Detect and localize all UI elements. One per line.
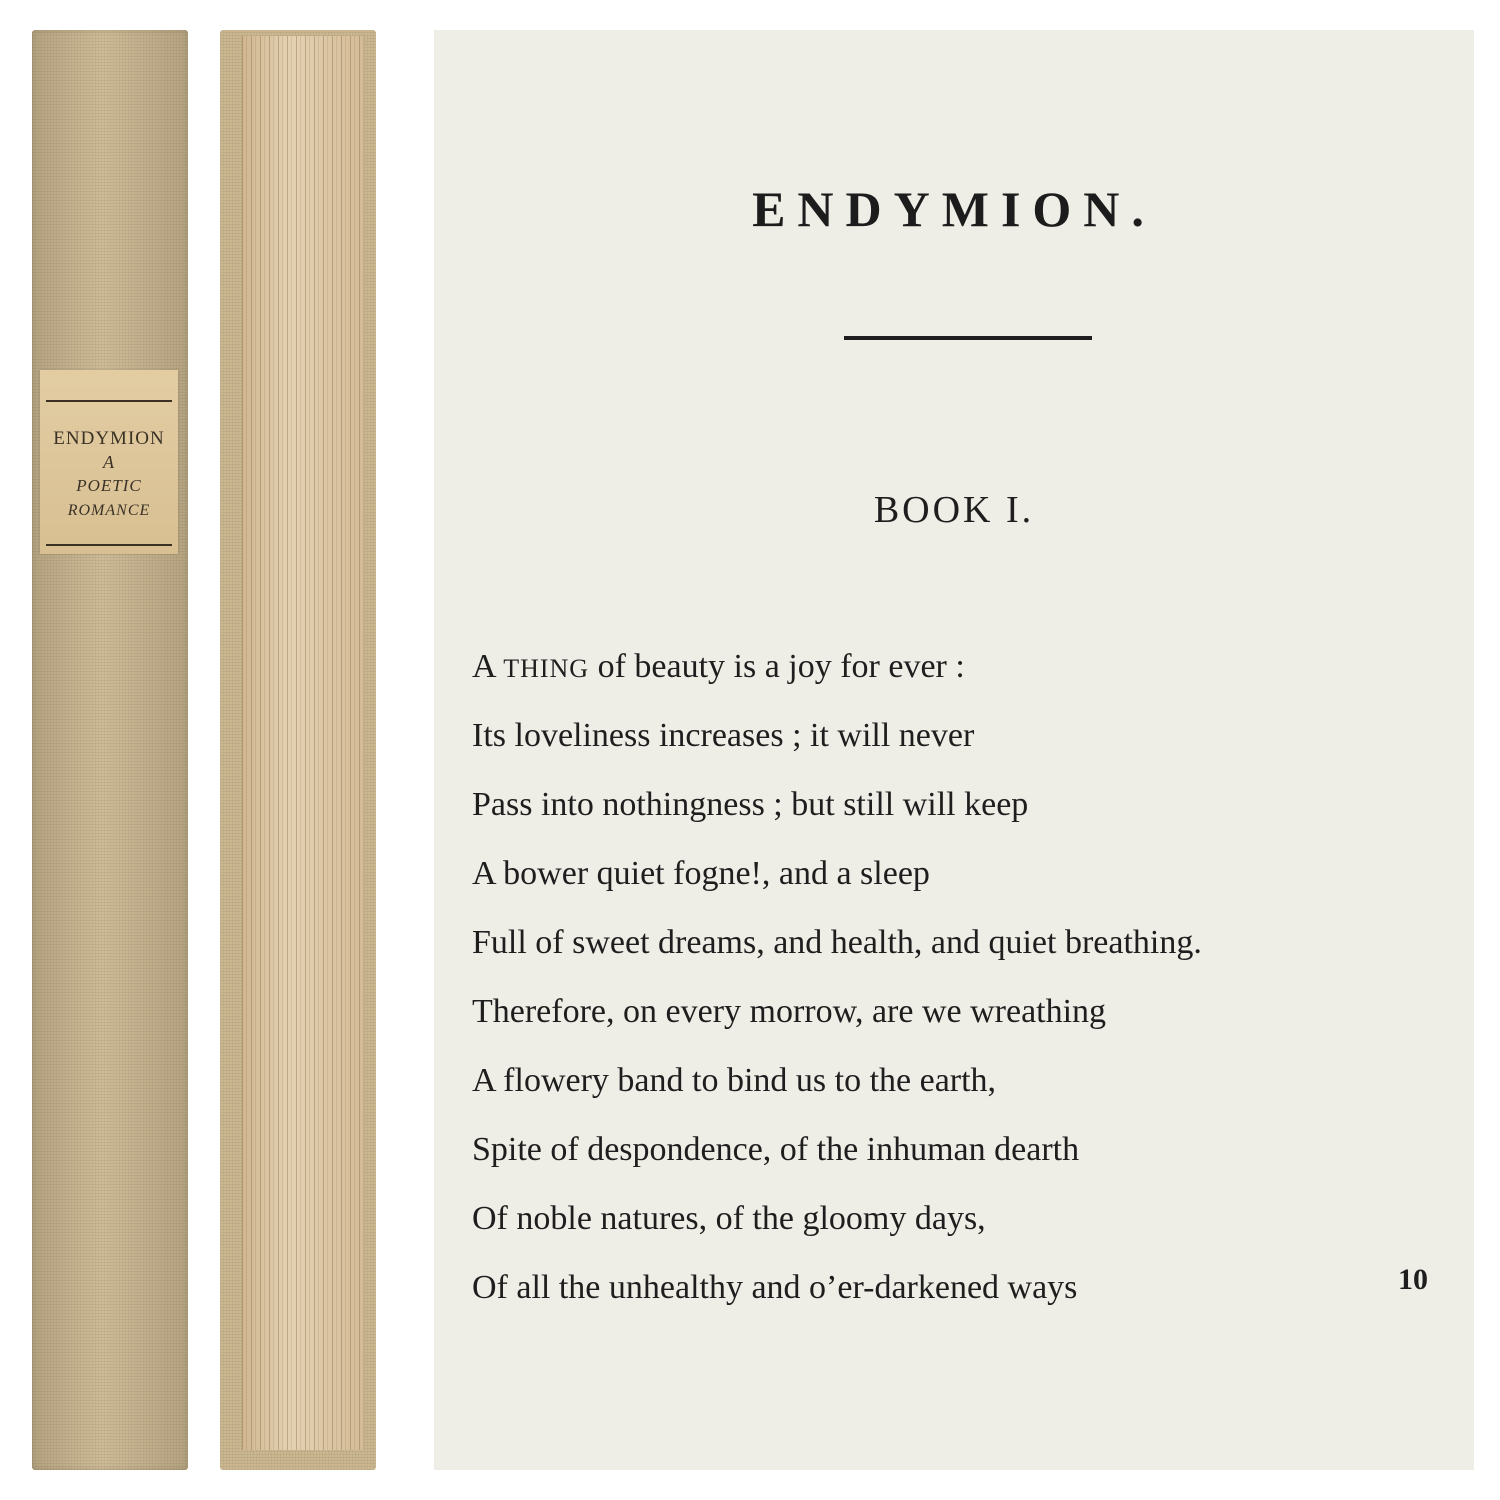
verse-line-2: Its loveliness increases ; it will never [472,717,975,754]
verse-line-10: Of all the unhealthy and o’er-darkened ways [472,1269,1078,1306]
book-page-edges [220,30,376,1470]
spine-label-rule-bottom [46,544,172,546]
spine-label-line-2: A [103,452,115,472]
verse-line-4: A bower quiet fogne!, and a sleep [472,855,930,892]
verse-small-caps: THING [503,654,590,683]
book-page [434,30,1474,1470]
spine-label [40,370,178,554]
spine-label-line-3: POETIC [76,476,142,495]
spine-label-title: ENDYMION [53,428,165,449]
spine-label-line-4: ROMANCE [67,502,151,519]
verse-line-7: A flowery band to bind us to the earth, [472,1062,997,1099]
page-title: ENDYMION. [752,181,1156,237]
spine-label-rule-top [46,400,172,402]
verse-line-6: Therefore, on every morrow, are we wreathing [472,993,1107,1030]
verse-line-8: Spite of despondence, of the inhuman dearth [472,1131,1080,1168]
verse-line-3: Pass into nothingness ; but still will keep [472,786,1029,823]
deckle-edge-pages [242,36,364,1450]
book-spine [32,30,188,1470]
verse-line-9: Of noble natures, of the gloomy days, [472,1200,986,1237]
verse-line-1 [472,648,1432,686]
verse-initial: A [472,648,495,685]
verse-line-5: Full of sweet dreams, and health, and quiet breathing. [472,924,1202,961]
verse-line-1-rest: of beauty is a joy for ever : [597,648,965,685]
line-number: 10 [1398,1263,1428,1296]
book-heading: BOOK I. [873,489,1035,531]
title-rule [844,336,1092,340]
